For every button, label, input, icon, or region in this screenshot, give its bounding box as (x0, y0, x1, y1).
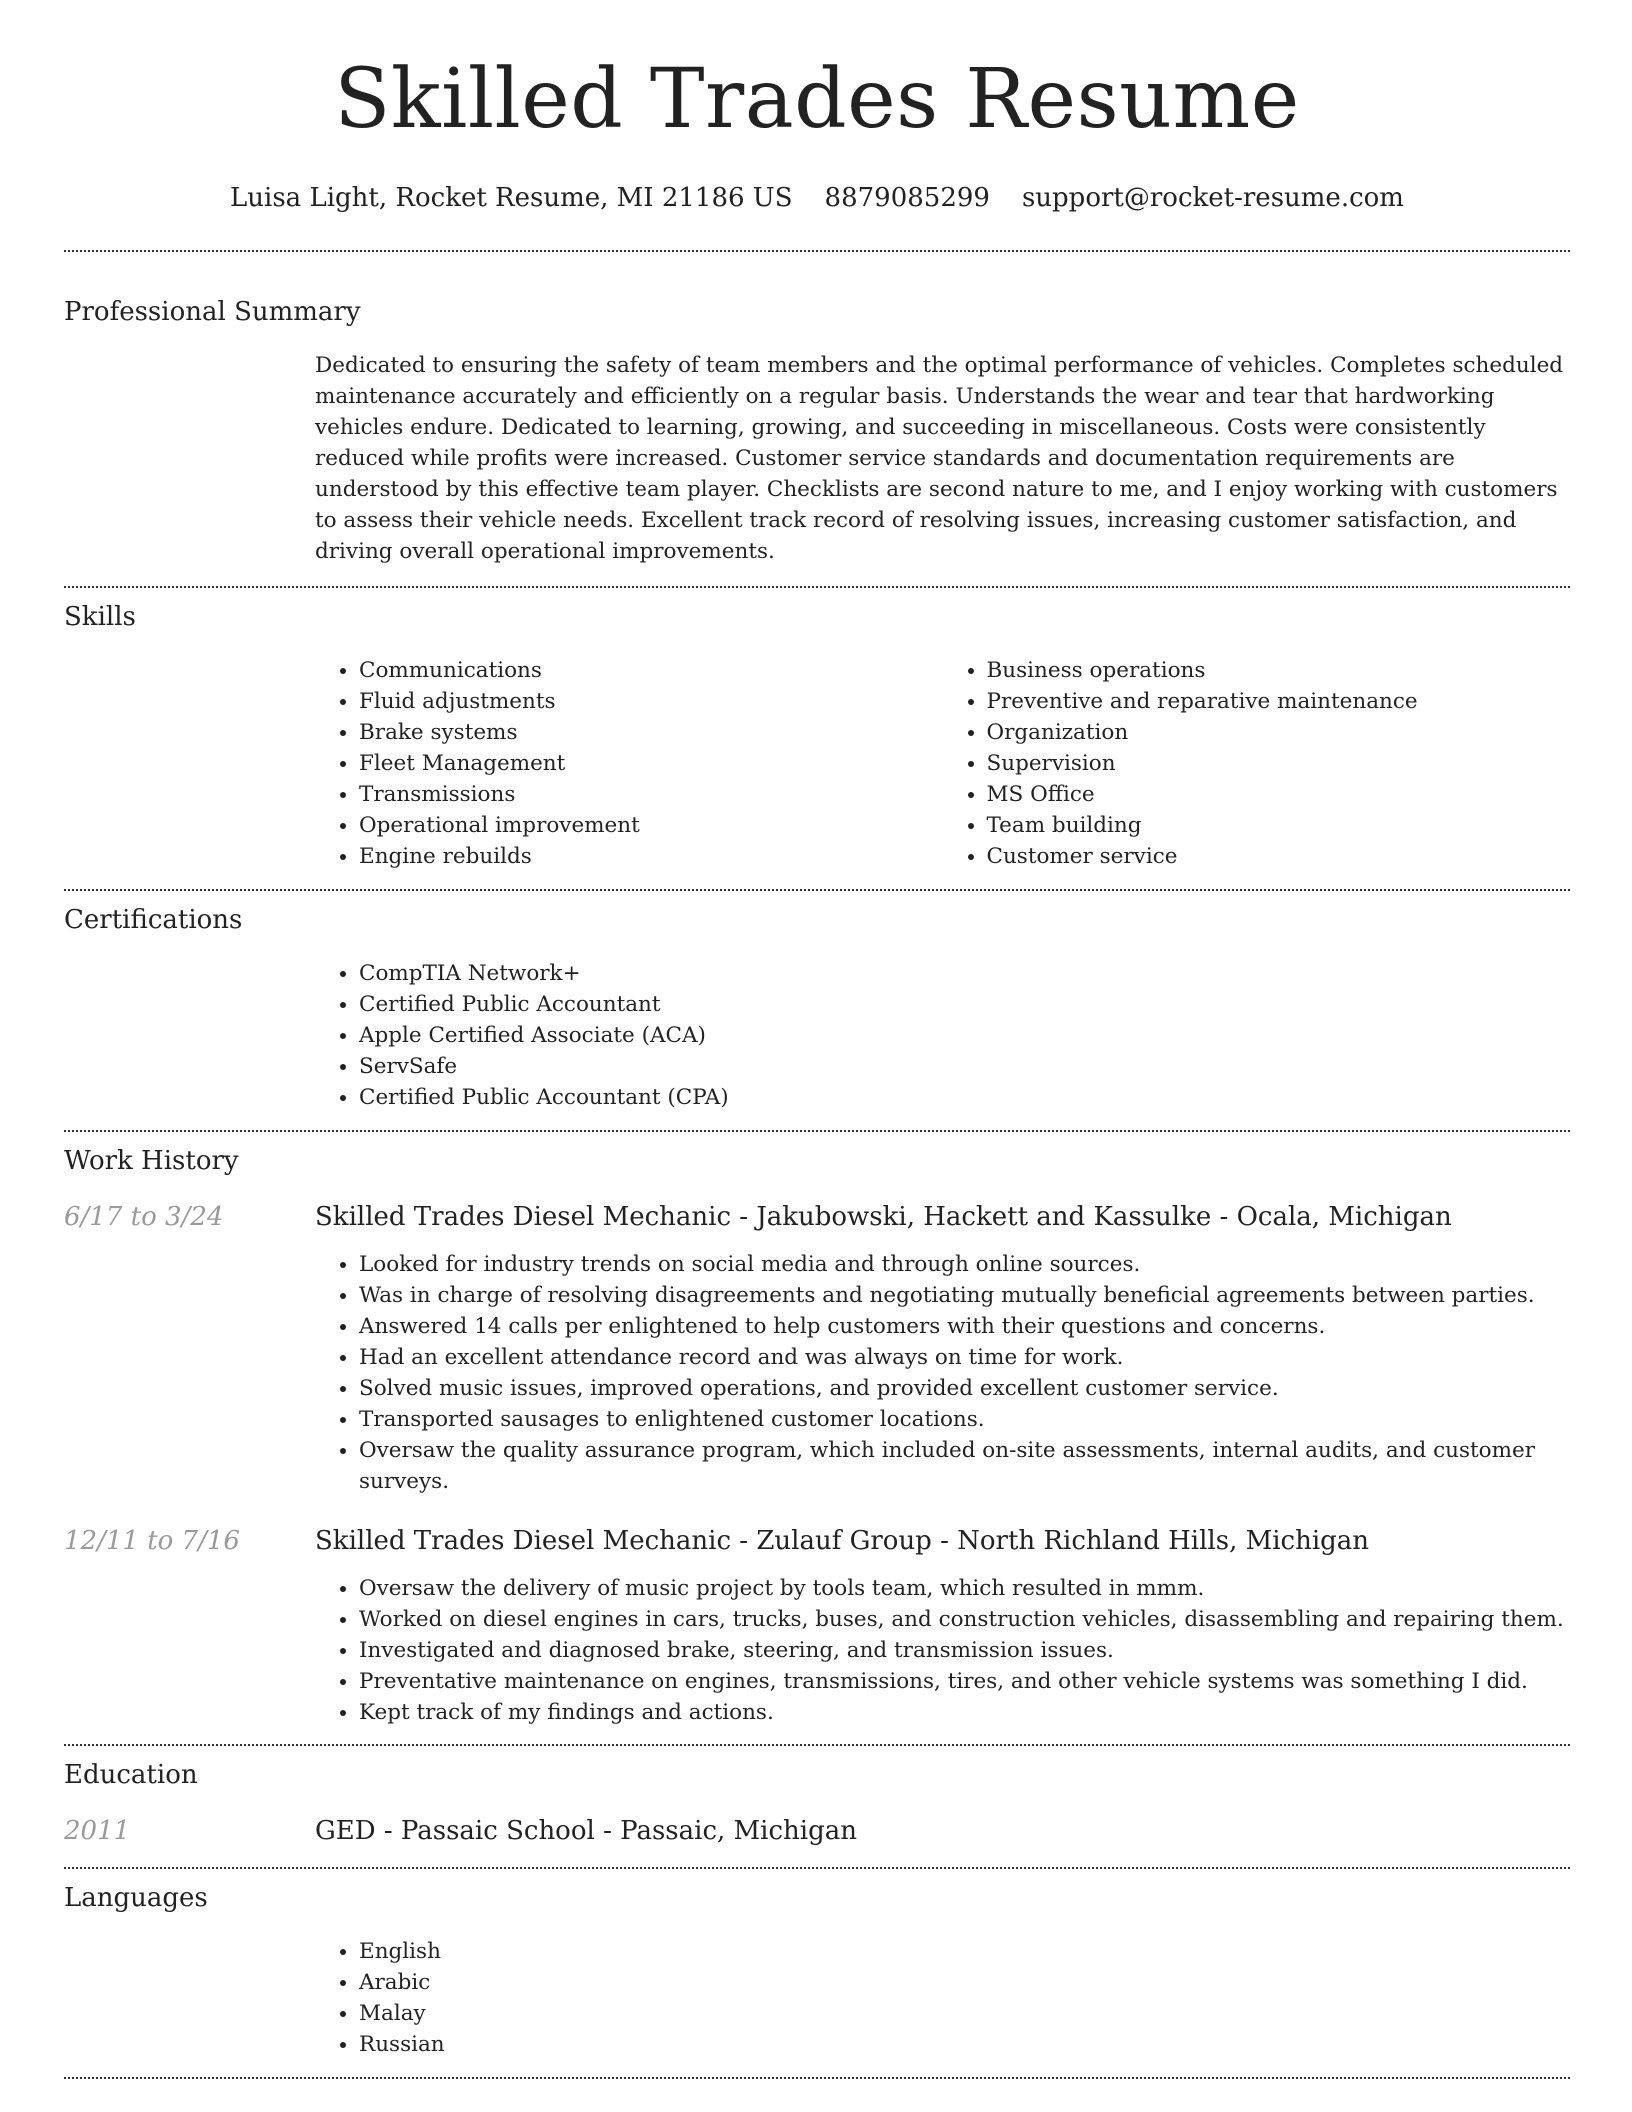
skill-item: • Fleet Management (359, 748, 943, 779)
education-entry: GED - Passaic School - Passaic, Michigan (315, 1816, 857, 1846)
skill-item: • Organization (987, 717, 1571, 748)
languages-list (315, 1936, 1570, 2060)
job-heading: Skilled Trades Diesel Mechanic - Jakubowski, Hackett and Kassulke - Ocala, Michigan (315, 1202, 1452, 1232)
languages-section (64, 1869, 1570, 2077)
skill-item: • Brake systems (359, 717, 943, 748)
job-bullet: • Investigated and diagnosed brake, steering, and transmission issues. (359, 1635, 1570, 1666)
contact-line (64, 180, 1570, 216)
contact-email: support@rocket-resume.com (1021, 183, 1404, 213)
skill-item: • MS Office (987, 779, 1571, 810)
skill-item: • Team building (987, 810, 1571, 841)
certification-item: • Apple Certified Associate (ACA) (359, 1020, 1570, 1051)
certification-item: • ServSafe (359, 1051, 1570, 1082)
job-bullet: • Kept track of my findings and actions. (359, 1697, 1570, 1728)
job-bullet: • Solved music issues, improved operations, and provided excellent customer service. (359, 1373, 1570, 1404)
skill-item: • Operational improvement (359, 810, 943, 841)
certifications-section (64, 891, 1570, 1130)
summary-section (64, 252, 1570, 586)
job-heading: Skilled Trades Diesel Mechanic - Zulauf Group - North Richland Hills, Michigan (315, 1526, 1370, 1556)
job-bullet: • Answered 14 calls per enlightened to help customers with their questions and concerns. (359, 1311, 1570, 1342)
skill-item: • Supervision (987, 748, 1571, 779)
skill-item: • Communications (359, 655, 943, 686)
section-title-summary: Professional Summary (64, 297, 361, 327)
job-bullets (315, 1573, 1570, 1728)
section-title-education: Education (64, 1760, 198, 1790)
skills-list-left (315, 655, 943, 872)
skill-item: • Preventive and reparative maintenance (987, 686, 1571, 717)
language-item: • Malay (359, 1998, 1570, 2029)
section-title-skills: Skills (64, 602, 136, 632)
job-dates: 12/11 to 7/16 (64, 1526, 240, 1556)
skill-item: • Business operations (987, 655, 1571, 686)
job-bullet: • Oversaw the quality assurance program, which included on-site assessments, internal audits, and customer surveys. (359, 1435, 1570, 1497)
job-bullet: • Worked on diesel engines in cars, trucks, buses, and construction vehicles, disassembling and repairing them. (359, 1604, 1570, 1635)
section-title-work-history: Work History (64, 1146, 239, 1176)
work-history-section (64, 1132, 1570, 1744)
skill-item: • Engine rebuilds (359, 841, 943, 872)
language-item: • Arabic (359, 1967, 1570, 1998)
skills-list-right (943, 655, 1571, 872)
certifications-list (315, 958, 1570, 1113)
summary-text: Dedicated to ensuring the safety of team members and the optimal performance of vehicles. Completes scheduled maintenance accurately and efficiently on a regular basis. Understands the wear and tear that hardworking vehicles endure. Dedicated to learning, growing, and succeeding in miscellaneous. Costs were consistently reduced while profits were increased. Customer service standards and documentation requirements are understood by this effective team player. Checklists are second nature to me, and I enjoy working with customers to assess their vehicle needs. Excellent track record of resolving issues, increasing customer satisfaction, and driving overall operational improvements. (315, 353, 1564, 564)
job-bullet: • Oversaw the delivery of music project by tools team, which resulted in mmm. (359, 1573, 1570, 1604)
section-title-certifications: Certifications (64, 905, 243, 935)
job-bullet: • Had an excellent attendance record and was always on time for work. (359, 1342, 1570, 1373)
skill-item: • Transmissions (359, 779, 943, 810)
skills-grid (315, 655, 1570, 872)
resume-title: Skilled Trades Resume (334, 52, 1300, 147)
contact-address: Luisa Light, Rocket Resume, MI 21186 US (230, 183, 793, 213)
education-section (64, 1746, 1570, 1867)
job-bullet: • Preventative maintenance on engines, transmissions, tires, and other vehicle systems was something I did. (359, 1666, 1570, 1697)
education-date: 2011 (64, 1816, 131, 1846)
job-bullet: • Looked for industry trends on social media and through online sources. (359, 1249, 1570, 1280)
language-item: • English (359, 1936, 1570, 1967)
skill-item: • Customer service (987, 841, 1571, 872)
skill-item: • Fluid adjustments (359, 686, 943, 717)
job-bullets (315, 1249, 1570, 1497)
skills-section (64, 588, 1570, 889)
contact-phone: 8879085299 (824, 183, 990, 213)
certification-item: • CompTIA Network+ (359, 958, 1570, 989)
section-title-languages: Languages (64, 1883, 208, 1913)
certification-item: • Certified Public Accountant (CPA) (359, 1082, 1570, 1113)
language-item: • Russian (359, 2029, 1570, 2060)
certification-item: • Certified Public Accountant (359, 989, 1570, 1020)
job-dates: 6/17 to 3/24 (64, 1202, 224, 1232)
job-entry (64, 1199, 1570, 1497)
job-bullet: • Was in charge of resolving disagreements and negotiating mutually beneficial agreements between parties. (359, 1280, 1570, 1311)
job-bullet: • Transported sausages to enlightened customer locations. (359, 1404, 1570, 1435)
section-divider (64, 2077, 1570, 2079)
job-entry (64, 1523, 1570, 1728)
